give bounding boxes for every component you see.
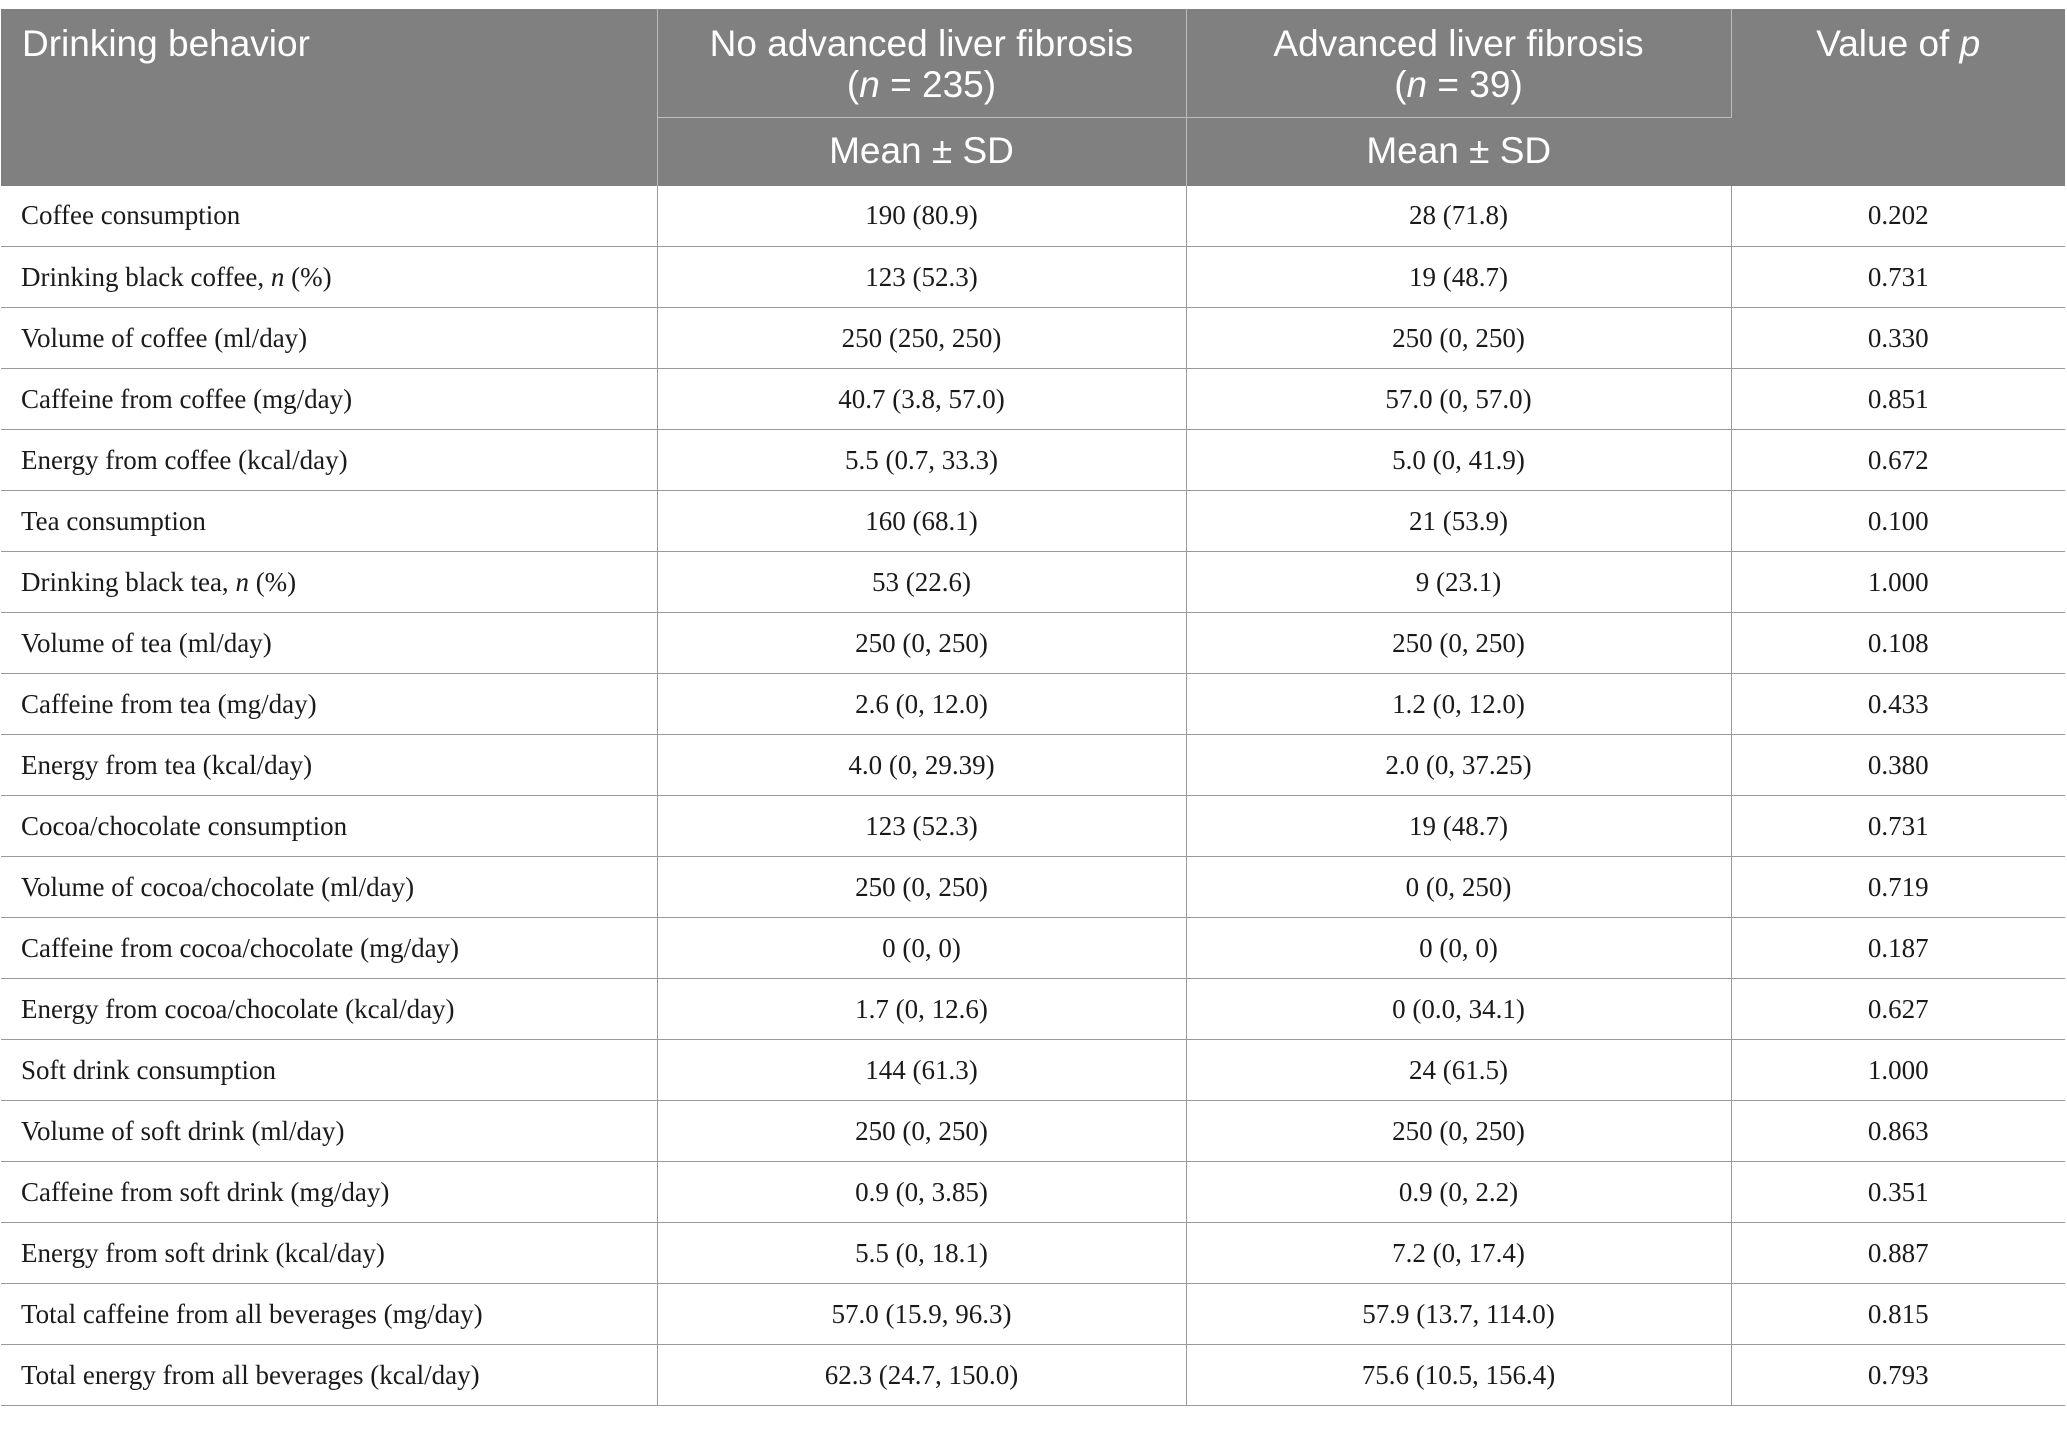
- cell-no-fibrosis: 250 (0, 250): [657, 613, 1186, 674]
- row-label-text: Volume of soft drink (ml/day): [21, 1115, 345, 1146]
- row-label-n-var: n: [270, 261, 285, 292]
- header-no-advanced-fibrosis: [657, 9, 1186, 118]
- table-row: [1, 1040, 2065, 1101]
- header-row: [1, 9, 2065, 118]
- row-label-text: Soft drink consumption: [21, 1054, 276, 1085]
- cell-p-value: 0.187: [1731, 918, 2065, 979]
- cell-no-fibrosis: 5.5 (0.7, 33.3): [657, 430, 1186, 491]
- cell-no-fibrosis: 190 (80.9): [657, 186, 1186, 247]
- row-label: [1, 1101, 657, 1162]
- cell-fibrosis: 250 (0, 250): [1186, 1101, 1731, 1162]
- row-label: [1, 918, 657, 979]
- cell-fibrosis: 0 (0, 250): [1186, 857, 1731, 918]
- cell-no-fibrosis: 40.7 (3.8, 57.0): [657, 369, 1186, 430]
- row-label-text: Cocoa/chocolate consumption: [21, 810, 348, 841]
- cell-fibrosis: 57.0 (0, 57.0): [1186, 369, 1731, 430]
- table-body: [1, 186, 2065, 1406]
- header-no-fibrosis-n-value: = 235): [879, 64, 997, 105]
- row-label-text: Caffeine from tea (mg/day): [21, 688, 317, 719]
- table-row: [1, 247, 2065, 308]
- cell-p-value: 0.108: [1731, 613, 2065, 674]
- cell-fibrosis: 75.6 (10.5, 156.4): [1186, 1345, 1731, 1406]
- cell-no-fibrosis: 250 (0, 250): [657, 1101, 1186, 1162]
- row-label: [1, 552, 657, 613]
- header-fibrosis-n-var: n: [1406, 64, 1428, 105]
- table-row: [1, 430, 2065, 491]
- row-label-text: Caffeine from cocoa/chocolate (mg/day): [21, 932, 460, 963]
- cell-p-value: 0.863: [1731, 1101, 2065, 1162]
- row-label: [1, 1162, 657, 1223]
- row-label: [1, 308, 657, 369]
- header-no-fibrosis-n-prefix: (: [846, 64, 860, 105]
- row-label-text: Drinking black coffee,: [21, 261, 271, 292]
- cell-no-fibrosis: 250 (0, 250): [657, 857, 1186, 918]
- cell-fibrosis: 19 (48.7): [1186, 796, 1731, 857]
- cell-fibrosis: 28 (71.8): [1186, 186, 1731, 247]
- cell-p-value: 0.433: [1731, 674, 2065, 735]
- row-label-text: Total energy from all beverages (kcal/day): [21, 1359, 480, 1390]
- row-label: [1, 1345, 657, 1406]
- cell-p-value: 0.627: [1731, 979, 2065, 1040]
- table-row: [1, 1345, 2065, 1406]
- row-label: [1, 491, 657, 552]
- table-row: [1, 796, 2065, 857]
- row-label: [1, 857, 657, 918]
- row-label-text: Energy from soft drink (kcal/day): [21, 1237, 385, 1268]
- cell-p-value: 0.202: [1731, 186, 2065, 247]
- drinking-behavior-table: [1, 9, 2065, 1406]
- row-label-tail: (%): [248, 566, 297, 597]
- cell-p-value: 0.815: [1731, 1284, 2065, 1345]
- row-label: [1, 674, 657, 735]
- table-row: [1, 979, 2065, 1040]
- cell-fibrosis: 0 (0.0, 34.1): [1186, 979, 1731, 1040]
- row-label-text: Energy from cocoa/chocolate (kcal/day): [21, 993, 455, 1024]
- cell-p-value: 0.793: [1731, 1345, 2065, 1406]
- table-row: [1, 186, 2065, 247]
- cell-fibrosis: 0 (0, 0): [1186, 918, 1731, 979]
- row-label: [1, 613, 657, 674]
- cell-no-fibrosis: 2.6 (0, 12.0): [657, 674, 1186, 735]
- cell-fibrosis: 57.9 (13.7, 114.0): [1186, 1284, 1731, 1345]
- row-label-text: Caffeine from coffee (mg/day): [21, 383, 353, 414]
- row-label-tail: (%): [284, 261, 332, 292]
- row-label: [1, 979, 657, 1040]
- cell-no-fibrosis: 123 (52.3): [657, 796, 1186, 857]
- cell-p-value: 0.887: [1731, 1223, 2065, 1284]
- cell-p-value: 0.731: [1731, 247, 2065, 308]
- row-label: [1, 369, 657, 430]
- cell-p-value: 0.719: [1731, 857, 2065, 918]
- row-label-text: Energy from coffee (kcal/day): [21, 444, 348, 475]
- header-drinking-behavior: Drinking behavior: [1, 9, 657, 186]
- cell-p-value: 0.380: [1731, 735, 2065, 796]
- cell-fibrosis: 1.2 (0, 12.0): [1186, 674, 1731, 735]
- cell-p-value: 1.000: [1731, 1040, 2065, 1101]
- row-label-text: Caffeine from soft drink (mg/day): [21, 1176, 390, 1207]
- table-row: [1, 857, 2065, 918]
- cell-no-fibrosis: 0.9 (0, 3.85): [657, 1162, 1186, 1223]
- row-label: [1, 1223, 657, 1284]
- row-label-text: Coffee consumption: [21, 200, 241, 231]
- row-label-text: Tea consumption: [21, 505, 206, 536]
- cell-fibrosis: 7.2 (0, 17.4): [1186, 1223, 1731, 1284]
- cell-no-fibrosis: 62.3 (24.7, 150.0): [657, 1345, 1186, 1406]
- table-row: [1, 674, 2065, 735]
- cell-fibrosis: 9 (23.1): [1186, 552, 1731, 613]
- cell-no-fibrosis: 53 (22.6): [657, 552, 1186, 613]
- table-row: [1, 735, 2065, 796]
- cell-fibrosis: 24 (61.5): [1186, 1040, 1731, 1101]
- cell-p-value: 0.330: [1731, 308, 2065, 369]
- row-label-text: Volume of cocoa/chocolate (ml/day): [21, 871, 415, 902]
- row-label: [1, 735, 657, 796]
- cell-fibrosis: 250 (0, 250): [1186, 308, 1731, 369]
- cell-no-fibrosis: 160 (68.1): [657, 491, 1186, 552]
- cell-p-value: 0.851: [1731, 369, 2065, 430]
- row-label-text: Volume of tea (ml/day): [21, 627, 272, 658]
- cell-fibrosis: 19 (48.7): [1186, 247, 1731, 308]
- table-row: [1, 1284, 2065, 1345]
- table-row: [1, 1162, 2065, 1223]
- header-fibrosis-title: Advanced liver fibrosis: [1273, 23, 1644, 64]
- table-row: [1, 613, 2065, 674]
- cell-fibrosis: 21 (53.9): [1186, 491, 1731, 552]
- table-header: [1, 9, 2065, 186]
- table-row: [1, 1101, 2065, 1162]
- cell-no-fibrosis: 57.0 (15.9, 96.3): [657, 1284, 1186, 1345]
- table-row: [1, 1223, 2065, 1284]
- row-label: [1, 430, 657, 491]
- row-label-text: Energy from tea (kcal/day): [21, 749, 313, 780]
- header-advanced-fibrosis: [1186, 9, 1731, 118]
- row-label: [1, 796, 657, 857]
- row-label: [1, 1284, 657, 1345]
- header-fibrosis-n-value: = 39): [1427, 64, 1523, 105]
- cell-no-fibrosis: 123 (52.3): [657, 247, 1186, 308]
- cell-p-value: 1.000: [1731, 552, 2065, 613]
- cell-no-fibrosis: 1.7 (0, 12.6): [657, 979, 1186, 1040]
- cell-no-fibrosis: 0 (0, 0): [657, 918, 1186, 979]
- cell-no-fibrosis: 5.5 (0, 18.1): [657, 1223, 1186, 1284]
- header-fibrosis-n-prefix: (: [1394, 64, 1407, 105]
- table-row: [1, 308, 2065, 369]
- table-row: [1, 918, 2065, 979]
- cell-fibrosis: 2.0 (0, 37.25): [1186, 735, 1731, 796]
- cell-p-value: 0.672: [1731, 430, 2065, 491]
- cell-fibrosis: 250 (0, 250): [1186, 613, 1731, 674]
- cell-fibrosis: 0.9 (0, 2.2): [1186, 1162, 1731, 1223]
- row-label: [1, 186, 657, 247]
- cell-no-fibrosis: 250 (250, 250): [657, 308, 1186, 369]
- cell-p-value: 0.351: [1731, 1162, 2065, 1223]
- header-stat-no-fibrosis: Mean ± SD: [657, 118, 1186, 186]
- table-row: [1, 552, 2065, 613]
- cell-fibrosis: 5.0 (0, 41.9): [1186, 430, 1731, 491]
- header-p-value: [1731, 9, 2065, 186]
- header-stat-fibrosis: Mean ± SD: [1186, 118, 1731, 186]
- cell-p-value: 0.100: [1731, 491, 2065, 552]
- header-p-text: Value of: [1816, 23, 1960, 64]
- header-no-fibrosis-title: No advanced liver fibrosis: [709, 23, 1134, 64]
- table-row: [1, 369, 2065, 430]
- row-label-text: Drinking black tea,: [21, 566, 236, 597]
- row-label-text: Volume of coffee (ml/day): [21, 322, 308, 353]
- header-no-fibrosis-n-var: n: [859, 64, 880, 105]
- cell-no-fibrosis: 4.0 (0, 29.39): [657, 735, 1186, 796]
- cell-no-fibrosis: 144 (61.3): [657, 1040, 1186, 1101]
- header-p-var: p: [1959, 23, 1981, 64]
- table-row: [1, 491, 2065, 552]
- row-label: [1, 1040, 657, 1101]
- row-label: [1, 247, 657, 308]
- row-label-text: Total caffeine from all beverages (mg/day): [21, 1298, 483, 1329]
- row-label-n-var: n: [235, 566, 249, 597]
- cell-p-value: 0.731: [1731, 796, 2065, 857]
